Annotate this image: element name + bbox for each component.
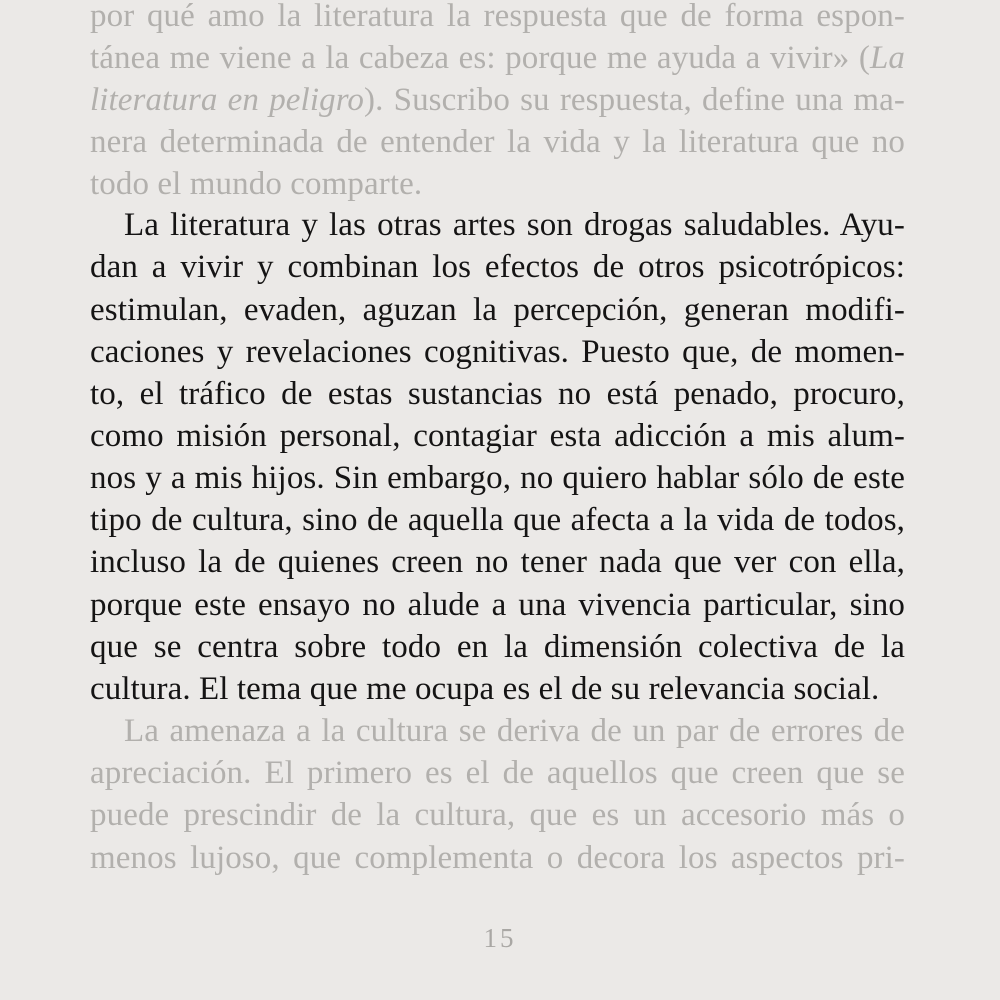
text-line: dan a vivir y combinan los efectos de otros psicotrópicos: — [90, 249, 905, 285]
text-line: por qué amo la literatura la respuesta que de forma espon- — [90, 0, 905, 34]
text-line: todo el mundo comparte. — [90, 166, 423, 202]
text-line: como misión personal, contagiar esta adicción a mis alum- — [90, 418, 905, 454]
text-line: puede prescindir de la cultura, que es un accesorio más o — [90, 797, 905, 833]
text-line — [90, 78, 905, 122]
italic-title: literatura en peligro — [90, 82, 365, 118]
text-line: incluso la de quienes creen no tener nada que ver con ella, — [90, 544, 905, 580]
text-line: estimulan, evaden, aguzan la percepción, generan modifi- — [90, 292, 905, 328]
italic-title: La — [869, 40, 905, 76]
text-line: tipo de cultura, sino de aquella que afecta a la vida de todos, — [90, 502, 905, 538]
text-segment: tánea me viene a la cabeza es: porque me ayuda a vivir» ( — [90, 40, 870, 76]
text-line: menos lujoso, que complementa o decora los aspectos pri- — [90, 840, 905, 876]
text-line: cultura. El tema que me ocupa es el de su relevancia social. — [90, 671, 880, 707]
text-line — [90, 36, 905, 80]
text-line: que se centra sobre todo en la dimensión colectiva de la — [90, 629, 905, 665]
text-line: La literatura y las otras artes son drogas saludables. Ayu- — [124, 207, 905, 243]
text-segment: ). Suscribo su respuesta, define una ma- — [364, 82, 905, 118]
text-line: caciones y revelaciones cognitivas. Puesto que, de momen- — [90, 334, 905, 370]
text-line: porque este ensayo no alude a una vivencia particular, sino — [90, 587, 905, 623]
text-line: to, el tráfico de estas sustancias no está penado, procuro, — [90, 376, 905, 412]
text-line: La amenaza a la cultura se deriva de un par de errores de — [124, 713, 905, 749]
text-line: apreciación. El primero es el de aquellos que creen que se — [90, 755, 905, 791]
text-line: nos y a mis hijos. Sin embargo, no quiero hablar sólo de este — [90, 460, 905, 496]
page-number: 15 — [483, 923, 517, 953]
text-line: nera determinada de entender la vida y la literatura que no — [90, 124, 905, 160]
